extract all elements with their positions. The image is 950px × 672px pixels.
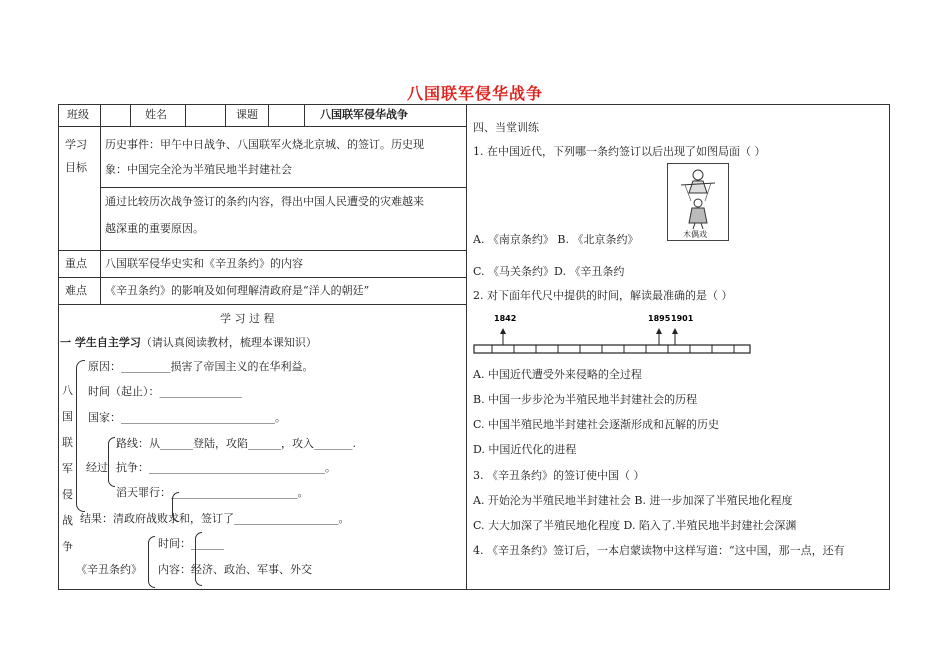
process-heading: 学 习 过 程 (220, 312, 275, 325)
vertical-char: 八 (62, 384, 73, 397)
question-1: 1. 在中国近代，下列哪一条约签订以后出现了如图局面（ ） (473, 145, 766, 158)
process-label: 经过 (86, 461, 108, 474)
cell-divider (225, 104, 226, 126)
goals-line: 通过比较历次战争签订的条约内容，得出中国人民遭受的灾难越来 (105, 195, 424, 208)
goals-line: 象：中国完全沦为半殖民地半封建社会 (105, 163, 292, 176)
resistance-item: 抗争：________________________________。 (116, 461, 336, 474)
goals-line: 越深重的重要原因。 (105, 222, 204, 235)
label-column-divider (100, 104, 101, 304)
question-3-options: A. 开始沦为半殖民地半封建社会 B. 进一步加深了半殖民地化程度 (473, 494, 793, 507)
row-divider (58, 250, 466, 251)
timeline-ruler (470, 310, 760, 360)
question-2: 2. 对下面年代尺中提供的时间，解读最准确的是（ ） (473, 289, 733, 302)
class-label: 班级 (67, 108, 89, 121)
treaty-time-item: 时间：______ (158, 537, 224, 550)
cell-divider (185, 104, 186, 126)
question-1-options: A. 《南京条约》 B. 《北京条约》 (473, 233, 639, 246)
timeline-year: 1842 (494, 314, 517, 323)
row-divider (58, 277, 466, 278)
question-4: 4. 《辛丑条约》签订后，一本启蒙读物中这样写道：“这中国，那一点，还有 (473, 544, 845, 557)
vertical-char: 军 (62, 462, 73, 475)
question-2-option-c: C. 中国半殖民地半封建社会逐渐形成和瓦解的历史 (473, 418, 720, 431)
page-title: 八国联军侵华战争 (406, 84, 543, 103)
row-divider (58, 126, 466, 127)
key-point-label: 重点 (65, 257, 87, 270)
vertical-char: 争 (62, 540, 73, 553)
self-study-heading (60, 336, 317, 350)
countries-item: 国家：____________________________。 (88, 411, 286, 424)
goals-label: 学习 (65, 138, 87, 151)
difficulty-text: 《辛丑条约》的影响及如何理解清政府是“洋人的朝廷” (105, 284, 370, 297)
goals-line: 历史事件：甲午中日战争、八国联军火烧北京城、的签订。历史现 (105, 138, 424, 151)
cell-divider (304, 104, 305, 126)
row-divider (58, 304, 466, 305)
question-3: 3. 《辛丑条约》的签订使中国（ ） (473, 469, 645, 482)
cell-divider (130, 104, 131, 126)
vertical-char: 侵 (62, 488, 73, 501)
cause-item: 原因：_________损害了帝国主义的在华利益。 (88, 360, 314, 373)
outline-brace (76, 360, 85, 512)
route-item: 路线：从______登陆，攻陷______，攻入_______. (116, 437, 356, 450)
outline-brace (148, 536, 155, 588)
self-study-note: （请认真阅读教材，梳理本课知识） (140, 336, 317, 349)
self-study-title: 一 学生自主学习 (60, 336, 141, 349)
result-item: 结果：清政府战败求和，签订了___________________。 (80, 512, 350, 525)
practice-heading: 四、当堂训练 (473, 121, 539, 134)
difficulty-label: 难点 (65, 284, 87, 297)
question-2-option-d: D. 中国近代化的进程 (473, 443, 577, 456)
vertical-char: 战 (62, 514, 73, 527)
topic-value: 八国联军侵华战争 (320, 108, 408, 121)
cell-divider (268, 104, 269, 126)
vertical-char: 联 (62, 436, 73, 449)
question-2-option-b: B. 中国一步步沦为半殖民地半封建社会的历程 (473, 393, 698, 406)
column-divider (466, 104, 467, 590)
timeline-year: 1895 (648, 314, 671, 323)
treaty-content-item: 内容：经济、政治、军事、外交 (158, 563, 312, 576)
name-label: 姓名 (145, 108, 167, 121)
treaty-label: 《辛丑条约》 (76, 563, 142, 576)
vertical-char: 国 (62, 410, 73, 423)
crimes-item: 滔天罪行：_______________________。 (116, 486, 309, 499)
time-item: 时间（起止）：_______________ (88, 385, 242, 398)
question-2-option-a: A. 中国近代遭受外来侵略的全过程 (473, 368, 642, 381)
timeline-year: 1901 (671, 314, 694, 323)
question-3-options: C. 大大加深了半殖民地化程度 D. 陷入了.半殖民地半封建社会深渊 (473, 519, 797, 532)
image-caption: 木偶戏 (683, 230, 707, 239)
row-divider (100, 187, 466, 188)
question-1-options: C. 《马关条约》D. 《辛丑条约 (473, 265, 625, 278)
key-point-text: 八国联军侵华史实和《辛丑条约》的内容 (105, 257, 303, 270)
outline-brace (108, 437, 115, 487)
goals-label: 目标 (65, 161, 87, 174)
topic-label: 课题 (236, 108, 258, 121)
